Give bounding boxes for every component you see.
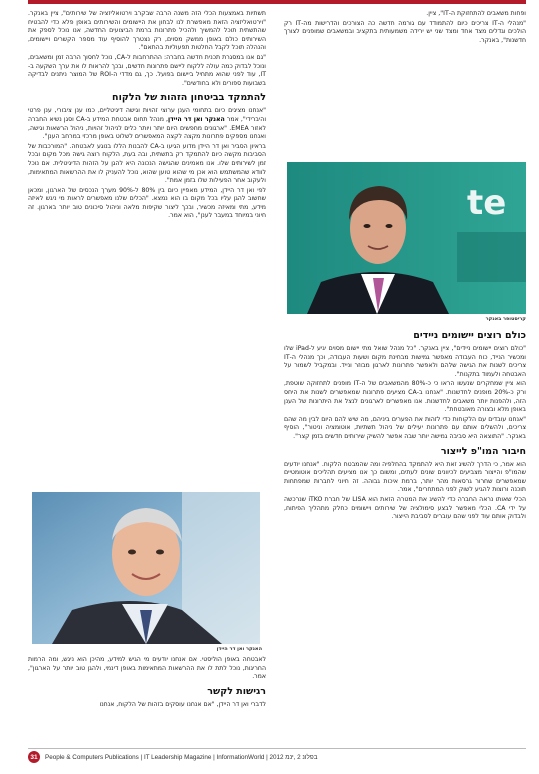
paragraph: הוא אמר, כי הדרך להשיג זאת היא להתמקד בהחלפיה ומה שהמבטח הלקוח. "אנחנו יודעים שהמו"פ והייצור מצביעים לכיוונים שונים לעתים, ומשום כך אנו מציעים תהליכים אוטומטיים שמאפשרים שחרור גרסאות מהר יותר, ברמת איכות גבוהה. זה חיוני לחברות שמפתחות תוכנה ורוצות להגיע לשוק לפני המתחרים", אמר. — [284, 460, 526, 494]
photo-caption: האנקר ואן דר היידן — [216, 646, 262, 652]
right-column-top — [284, 10, 526, 46]
left-column — [28, 10, 266, 222]
person-name: האנקר ואן דר היידן — [168, 115, 225, 123]
paragraph: לאבטחה באופן הוליסטי. אם אנחנו יודעים מי הגיש למידע, מהיכן הוא ניגש, ומה הרמות החריגות, נוכל לתת לו את ההרשאות המתאימות באופן דינמי, ולהגן טוב יותר על הארגון", אמר. — [28, 656, 266, 681]
paragraph-text: "אנחנו מציגים כיום בתחומי הענן ערוצי זהויות וגישה דיגיטליים, כמו ענן ציבורי, ענן פרטי והיברידי", אמר — [28, 107, 267, 123]
paragraph-text: , מנהל תחום אבטחת המידע ב-CA וסגן נשיא החברה לאזור EMEA. "ארגונים מחפשים היום יותר ויותר כלים לניהול זהויות, ניהול הרשאות וגישה, ואנחנו מספקים פתרונות מקצה לקצה המאפשרים לשלוט באופן מרכזי במרחב הענן". — [28, 115, 266, 141]
page-footer — [28, 750, 526, 764]
paragraph: לפי ואן דר היידן, המידע מאפיין כיום בין 80% ל-90% מערך הנכסים של הארגון, ומכאן שחשוב להגן עליו בכל מקום בו הוא נמצא. "הכלים שלנו מאפשרים לראות מי ניגש לאיזה מידע, מתי ומאיזה מכשיר, ובכך ליצור שקיפות מלאה וניהול סיכונים טוב יותר בארגון. זה חיוני במיוחד במעבר לענן", הוא אמר. — [28, 186, 266, 220]
paragraph: "גם אנו במסגרת תכנית חדשה בחברה: ההתרחבות ל-CA, נוכל לחסוך הרבה זמן ומשאבים, ונוכל לבדוק כמה עולה ללקוח ליישם פתרונות חדשים, ובכך להראות לו את ערך השקעה ב-IT, עוד לפני שהוא מתחיל ביישום בפועל. כך, גם מדדי ה-ROI של המוצר ניתנים לבדיקה בשבועות ספורים ולא בחודשים". — [28, 53, 267, 87]
paragraph: "מנהלי ה-IT צריכים כיום להתמודד עם גורמה חדשה כה הצורכים והדרישות מה-IT רק הולכים וגדלים מצד אחד ומצד שני יש ירידה משמעותית בתקציב ובמשאבים שמופנים לצורך חדשנות", באנקר. — [284, 19, 526, 44]
section-heading: כולם רוצים יישומים ניידים — [413, 330, 526, 341]
paragraph: לדברי ואן דר היידן, "אם אנחנו עוסקים בזהות של הלקוח, אנחנו — [99, 700, 266, 708]
paragraph — [28, 107, 266, 141]
paragraph: הוא ציין שמחקרים שנעשו הראו כי כ-80% מהמשאבים של ה-IT מופנים לתחזוקה שוטפת, ורק כ-20% מופנים לחדשנות. "אנחנו ב-CA מציעים פתרונות שמאפשרים לשנות את היחס הזה, ולהפנות יותר משאבים לחדשנות. אנו מאפשרים לארגונים לנצל את היתרונות של הענן באופן מלא ובצורה מאובטחת". — [284, 380, 526, 414]
paragraph: "כולם רוצים יישומים ניידים", ציין באנקר. "כל מנהל שואל מתי יישום מסוים יגיע ל-iPad שלו ומכשיר הנייד, כוח העבודה מאפשר גמישות מבחינת מקום ושעות העבודה, וכך מנהלי ה-IT צריכים לשנות את הגישה שלהם ולאפשר פתרונות לארגון מבוזר ונייד. ובמקביל לשמור על האבטחה ולעמוד בתקנות". — [284, 345, 526, 378]
footer-divider — [28, 748, 526, 749]
photo-caption: קריסטופר באנקר — [485, 316, 526, 322]
paragraph: "אנחנו עובדים עם הלקוחות כדי לזהות את הפערים ביניהם, מה שיש להם היום לבין מה שהם צריכים, ולהשלים אותם עם פתרונות יעילים של ניהול תשתיות, אוטומציה וניטור", הוסיף באנקר. "התוצאה היא סביבה גמישה יותר שבה אפשר להשיק שירותים חדשים בזמן קצר". — [284, 415, 526, 440]
footer-publication-text: People & Computers Publications | IT Leadership Magazine | InformationWorld | 2012 בפלונ 2 ,ינמ — [45, 753, 318, 761]
paragraph: בראיון הסביר ואן דר היידן מדוע הגיעו ב-CA להבנות הללו בנוגע לאבטחה. "המורכבות של הסביבות מקשה כיום להתמקד רק בתשתית, ובה בעת, הלקוח רוצה גישה מכל מקום ובכל זמן לשירותים שלו. אנו מאמינים שהגישה הנכונה היא להגן על הזהות הדיגיטלית. אם נוכל לוודא שהמשתמש הוא אכן מי שהוא טוען שהוא, נוכל להעניק לו את ההרשאות המתאימות, ולעקוב אחר הפעילות שלו בזמן אמת". — [28, 142, 266, 185]
svg-text:te: te — [467, 183, 507, 223]
section-heading: רגישות לקשר — [207, 685, 266, 697]
top-accent-bar — [28, 0, 526, 4]
portrait-photo-van-der-heiden — [32, 492, 260, 644]
section-heading: להתמקד בביטחון הזהות של הלקוח — [112, 92, 266, 104]
page-number: 31 — [28, 751, 40, 763]
paragraph: תשתיות באמצעות הכלי הזה משנה הרבה שבקרב וירטואליזציה של שירותים", ציין באנקר. "וירטואליזציה הזאת מאפשרת לנו לבחון את היישומים והשירותים באופן פלא כדי להבטיח שהתשתית תוכל להמשיך ולהכיל פתרונות ברמת הביצועים החדשה, אנו נוכל לספק את השירותים כולם באופן ממשק מסוים, רק נצטרך להוסיף עוד מספר הקשרים ויישומים, והנהלה תוכל לקבל החלטות תפעוליות בהתאם". — [28, 10, 266, 52]
left-column-lower — [28, 656, 266, 710]
right-column-bottom — [284, 326, 526, 523]
portrait-photo-banker — [287, 162, 526, 314]
paragraph: הכלי שאותו נראה החברה כדי להשיג את המטרה הזאת הוא LISA של חברת iTKO שנרכשה על ידי CA. הכלי מאפשר לבצע סימולציה של שירותים ויישומים כחלק מתהליך הפיתוח, ולבדוק אותם עוד לפני שהם עוברים לסביבת הייצור. — [284, 495, 527, 521]
section-heading: חיבור המו"פ לייצור — [440, 445, 526, 457]
paragraph: ופחות משאבים להתחזוקת ה-IT", ציין. — [426, 10, 526, 17]
